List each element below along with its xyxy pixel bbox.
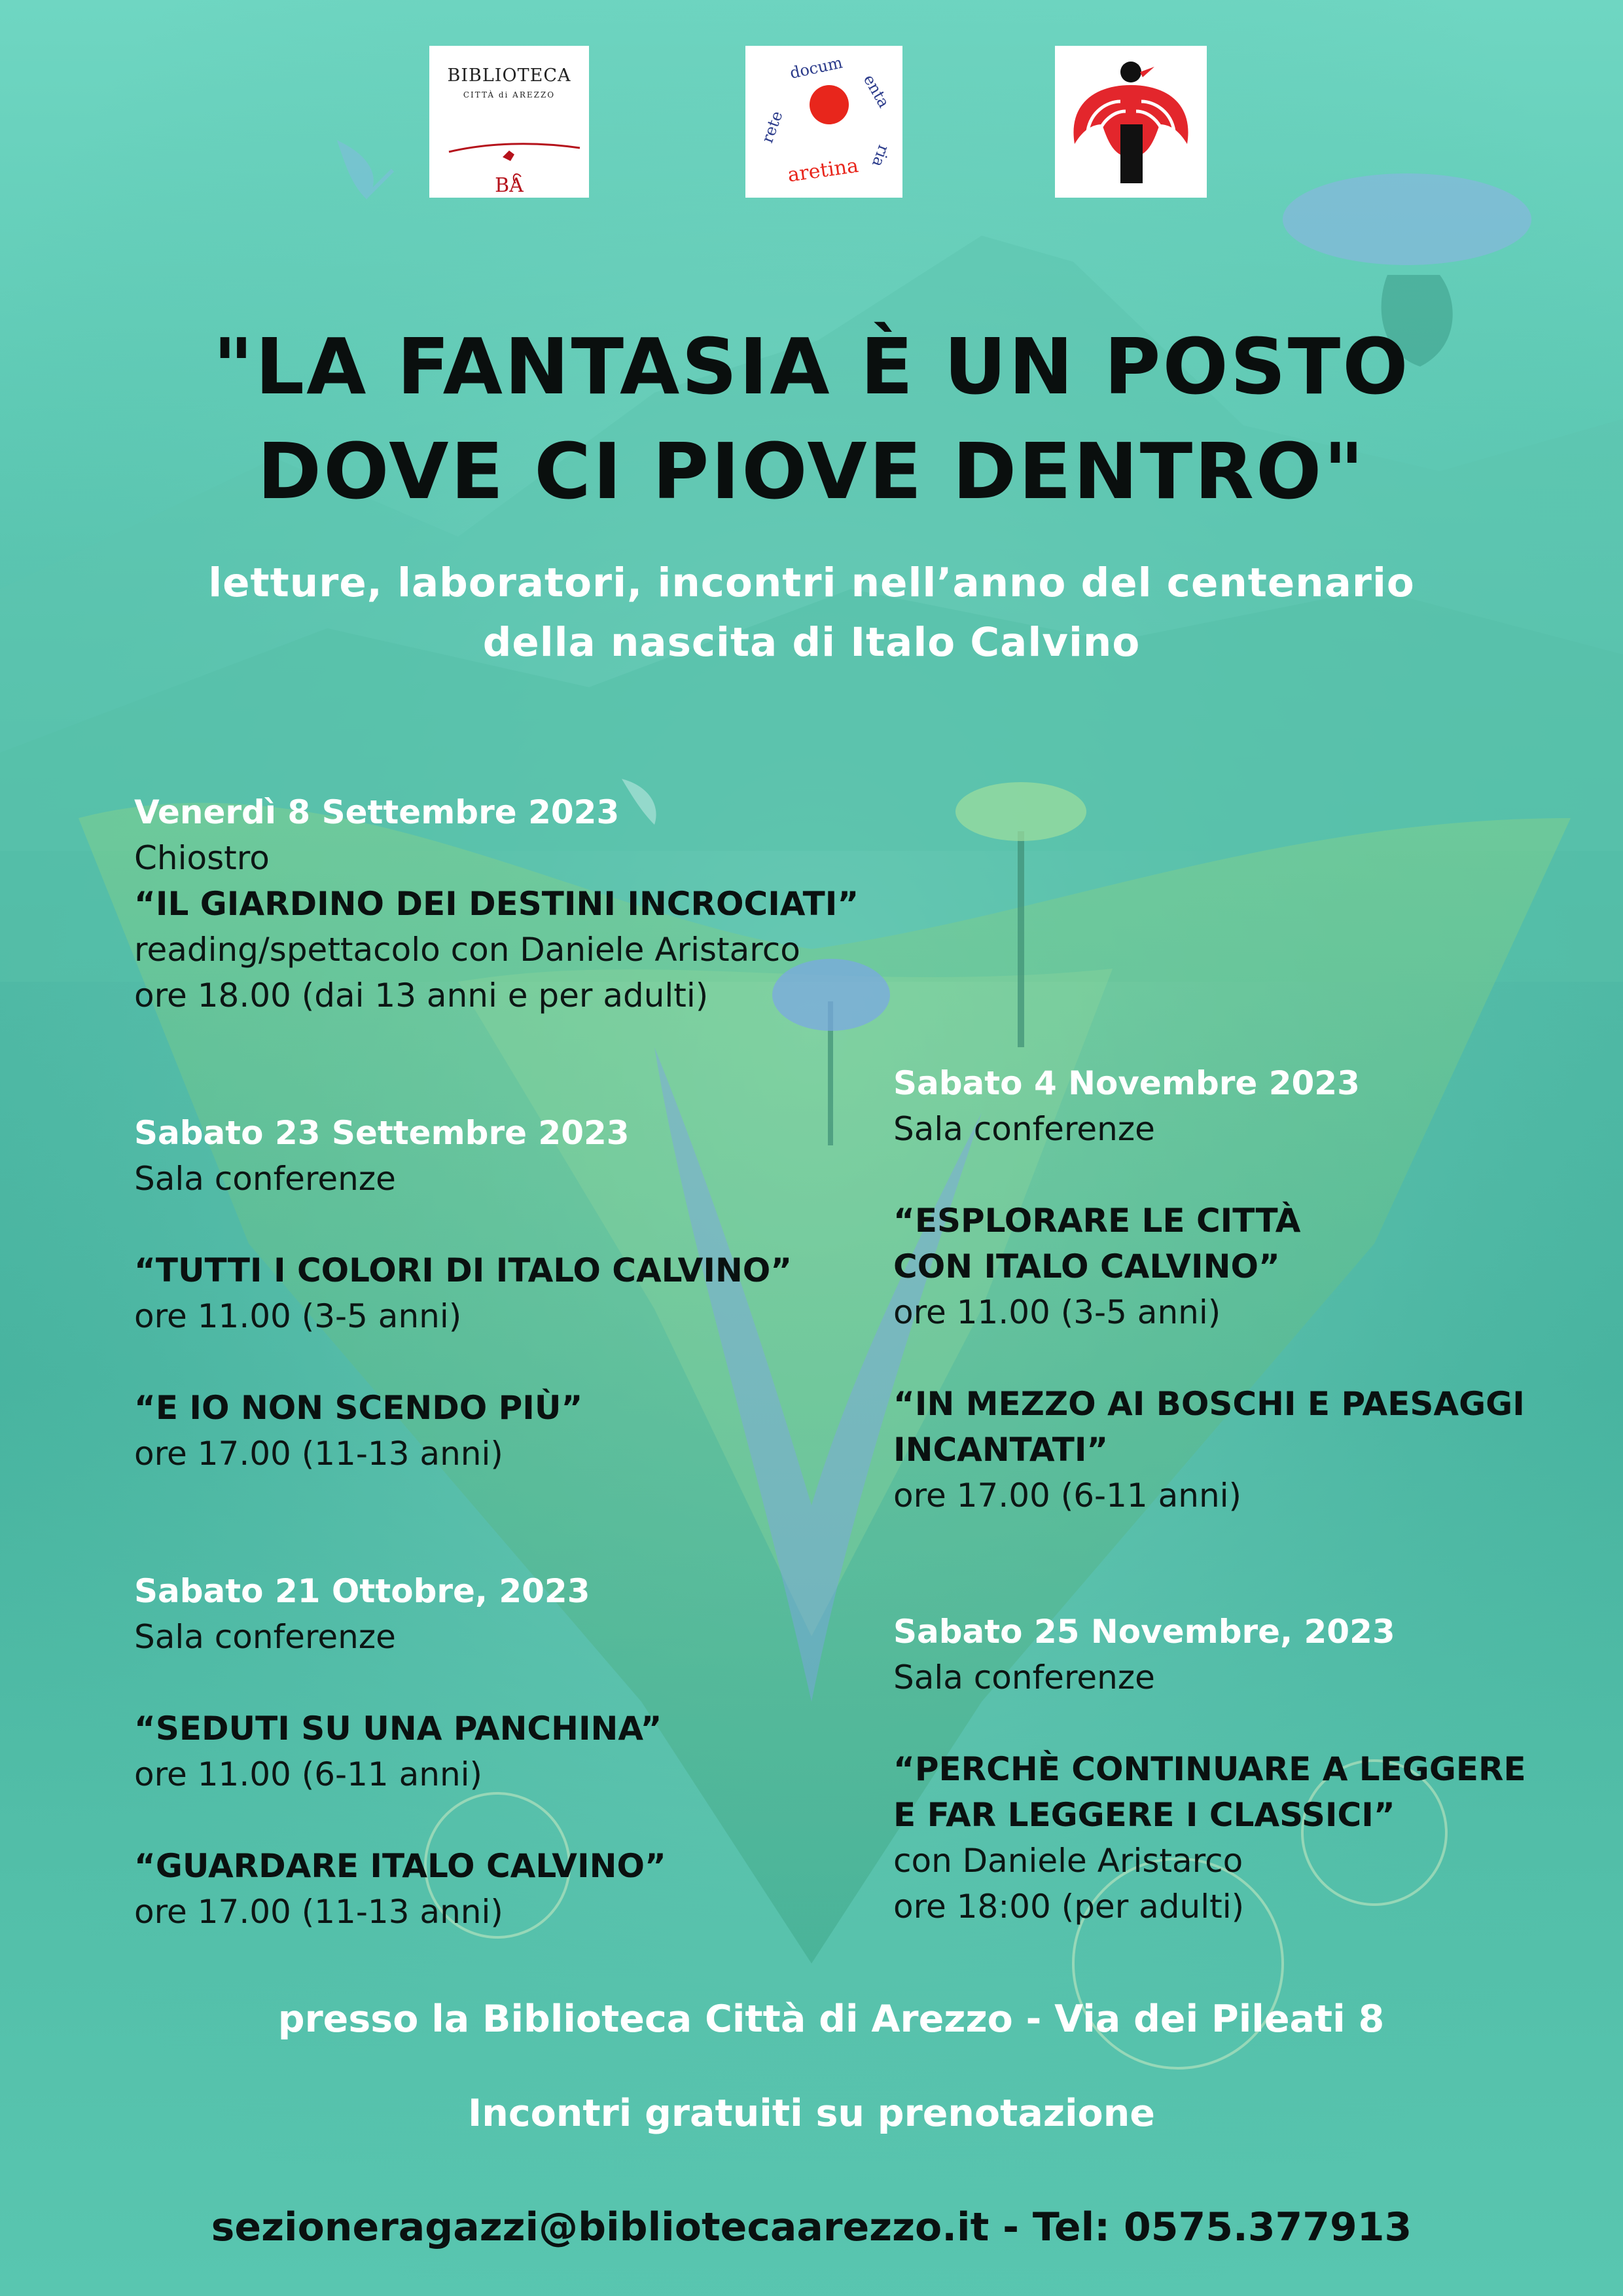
event-block-23-settembre	[134, 1110, 792, 1477]
svg-text:docum: docum	[788, 53, 844, 82]
event-place: Sala conferenze	[893, 1659, 1155, 1696]
event-title: “IN MEZZO AI BOSCHI E PAESAGGI	[893, 1385, 1525, 1423]
event-block-8-settembre	[134, 789, 859, 1018]
event-time: ore 11.00 (6-11 anni)	[134, 1755, 483, 1793]
event-title: INCANTATI”	[893, 1431, 1109, 1469]
event-place: Sala conferenze	[893, 1110, 1155, 1148]
event-block-21-ottobre	[134, 1568, 666, 1935]
rete-logo-sub: aretina	[786, 154, 861, 187]
event-date: Venerdì 8 Settembre 2023	[134, 793, 620, 831]
event-date: Sabato 4 Novembre 2023	[893, 1064, 1360, 1102]
event-block-4-novembre	[893, 1060, 1525, 1518]
bird-totem-logo	[1055, 46, 1207, 198]
rete-documentaria-logo	[745, 46, 902, 198]
event-title: CON ITALO CALVINO”	[893, 1247, 1280, 1285]
event-time: ore 11.00 (3-5 anni)	[893, 1293, 1221, 1331]
event-time: ore 17.00 (6-11 anni)	[893, 1477, 1242, 1515]
event-place: Chiostro	[134, 839, 270, 877]
event-description: reading/spettacolo con Daniele Aristarco	[134, 931, 800, 969]
poster-subtitle-line-1: letture, laboratori, incontri nell’anno del centenario	[208, 560, 1415, 606]
event-description: con Daniele Aristarco	[893, 1842, 1243, 1880]
poster-title-line-1: "LA FANTASIA È UN POSTO	[213, 321, 1410, 412]
event-time: ore 18:00 (per adulti)	[893, 1888, 1245, 1926]
event-title: “PERCHÈ CONTINUARE A LEGGERE	[893, 1750, 1526, 1788]
event-time: ore 17.00 (11-13 anni)	[134, 1893, 503, 1931]
event-time: ore 18.00 (dai 13 anni e per adulti)	[134, 977, 709, 1014]
event-date: Sabato 23 Settembre 2023	[134, 1114, 630, 1152]
event-place: Sala conferenze	[134, 1160, 396, 1198]
poster-subtitle	[92, 553, 1531, 672]
event-title: “IL GIARDINO DEI DESTINI INCROCIATI”	[134, 885, 859, 923]
event-place: Sala conferenze	[134, 1618, 396, 1656]
event-title: “E IO NON SCENDO PIÙ”	[134, 1389, 583, 1427]
contact-info: sezioneragazzi@bibliotecaarezzo.it - Tel: 0575.377913	[211, 2204, 1412, 2250]
biblioteca-logo-title: BIBLIOTECA	[447, 65, 571, 86]
poster-subtitle-line-2: della nascita di Italo Calvino	[482, 619, 1141, 666]
poster-title-line-2: DOVE CI PIOVE DENTRO"	[257, 426, 1366, 516]
biblioteca-monogram: BA	[495, 174, 524, 197]
event-title: “SEDUTI SU UNA PANCHINA”	[134, 1710, 662, 1748]
event-time: ore 17.00 (11-13 anni)	[134, 1435, 503, 1473]
poster-title	[157, 314, 1466, 524]
event-title: E FAR LEGGERE I CLASSICI”	[893, 1796, 1395, 1834]
svg-text:enta: enta	[859, 71, 893, 111]
red-bird-totem-icon	[1055, 46, 1207, 198]
svg-text:ria: ria	[868, 142, 893, 170]
biblioteca-logo	[429, 46, 589, 198]
event-time: ore 11.00 (3-5 anni)	[134, 1297, 462, 1335]
rete-documentaria-emblem-icon	[745, 46, 902, 198]
event-block-25-novembre	[893, 1609, 1526, 1929]
event-date: Sabato 21 Ottobre, 2023	[134, 1572, 590, 1610]
event-title: “TUTTI I COLORI DI ITALO CALVINO”	[134, 1251, 793, 1289]
event-title: “ESPLORARE LE CITTÀ	[893, 1202, 1301, 1240]
biblioteca-logo-subtitle: CITTÀ di AREZZO	[463, 90, 556, 99]
svg-text:rete: rete	[758, 108, 787, 146]
booking-note: Incontri gratuiti su prenotazione	[468, 2092, 1155, 2135]
event-title: “GUARDARE ITALO CALVINO”	[134, 1847, 666, 1885]
venue-address: presso la Biblioteca Città di Arezzo - Via dei Pileati 8	[277, 1998, 1385, 2041]
event-date: Sabato 25 Novembre, 2023	[893, 1613, 1395, 1651]
